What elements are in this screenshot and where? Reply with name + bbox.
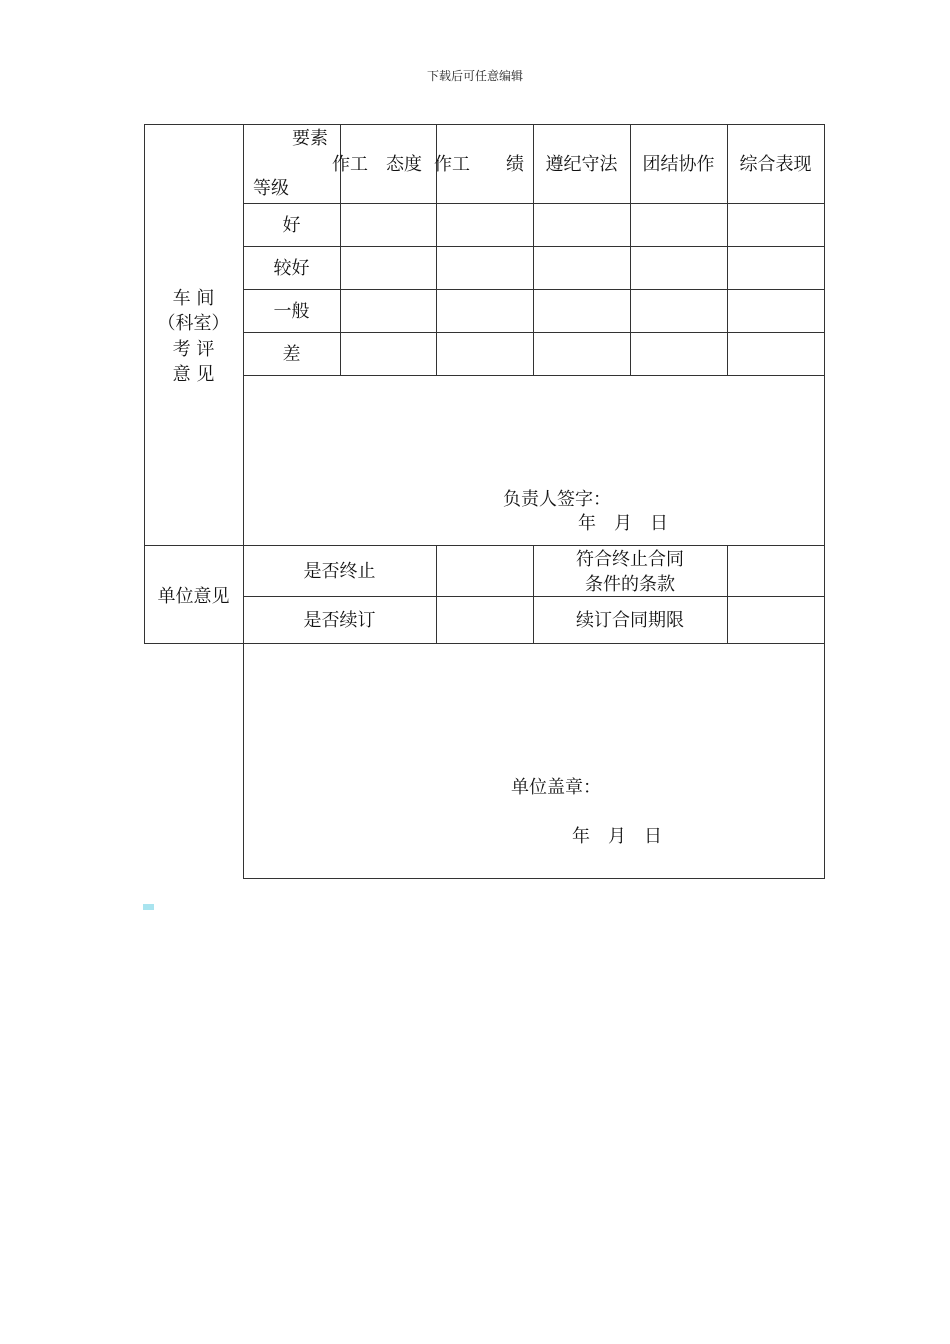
text-cursor-marker	[143, 904, 154, 910]
corner-header-grade: 等级	[253, 178, 289, 199]
renew-period-label: 续订合同期限	[576, 610, 684, 631]
terminate-clause-label: 符合终止合同	[576, 549, 684, 570]
factor-header: 综合表现	[739, 154, 812, 175]
factor-header: 遵纪守法	[545, 154, 618, 175]
terminate-clause-label: 条件的条款	[585, 574, 675, 595]
grid-line	[243, 332, 825, 333]
table-border-bottom	[243, 878, 825, 879]
grade-label: 一般	[273, 301, 310, 322]
unit-stamp-label: 单位盖章：	[511, 777, 601, 798]
grid-line	[243, 246, 825, 247]
table-border-right	[824, 124, 825, 879]
grade-label: 较好	[273, 258, 310, 279]
corner-header-factor: 要素	[292, 128, 328, 149]
section-label-line: 意 见	[172, 364, 215, 385]
grade-label: 好	[282, 215, 301, 236]
assessment-date: 年 月 日	[578, 513, 668, 534]
grid-line	[243, 289, 825, 290]
grid-line	[144, 545, 825, 546]
renew-label: 是否续订	[303, 610, 376, 631]
grade-label: 差	[282, 344, 301, 365]
section-label-line: 车 间	[172, 288, 215, 309]
grid-line	[243, 596, 825, 597]
grid-line	[243, 203, 825, 204]
table-border-top	[144, 124, 825, 125]
header-note: 下载后可任意编辑	[426, 69, 523, 83]
grid-line	[243, 124, 244, 879]
signature-label: 负责人签字：	[503, 489, 611, 510]
terminate-label: 是否终止	[303, 561, 376, 582]
unit-opinion-label: 单位意见	[157, 586, 230, 607]
section-label-line: （科室）	[157, 313, 230, 334]
grid-line	[243, 375, 825, 376]
section-label-line: 考 评	[172, 339, 215, 360]
stamp-date: 年 月 日	[572, 826, 662, 847]
factor-header: 团结协作	[642, 154, 715, 175]
factor-header: 作工 态度	[332, 154, 422, 175]
grid-line	[727, 545, 728, 644]
grid-line	[144, 643, 825, 644]
factor-header: 作工 绩	[434, 154, 524, 175]
grid-line	[436, 545, 437, 644]
